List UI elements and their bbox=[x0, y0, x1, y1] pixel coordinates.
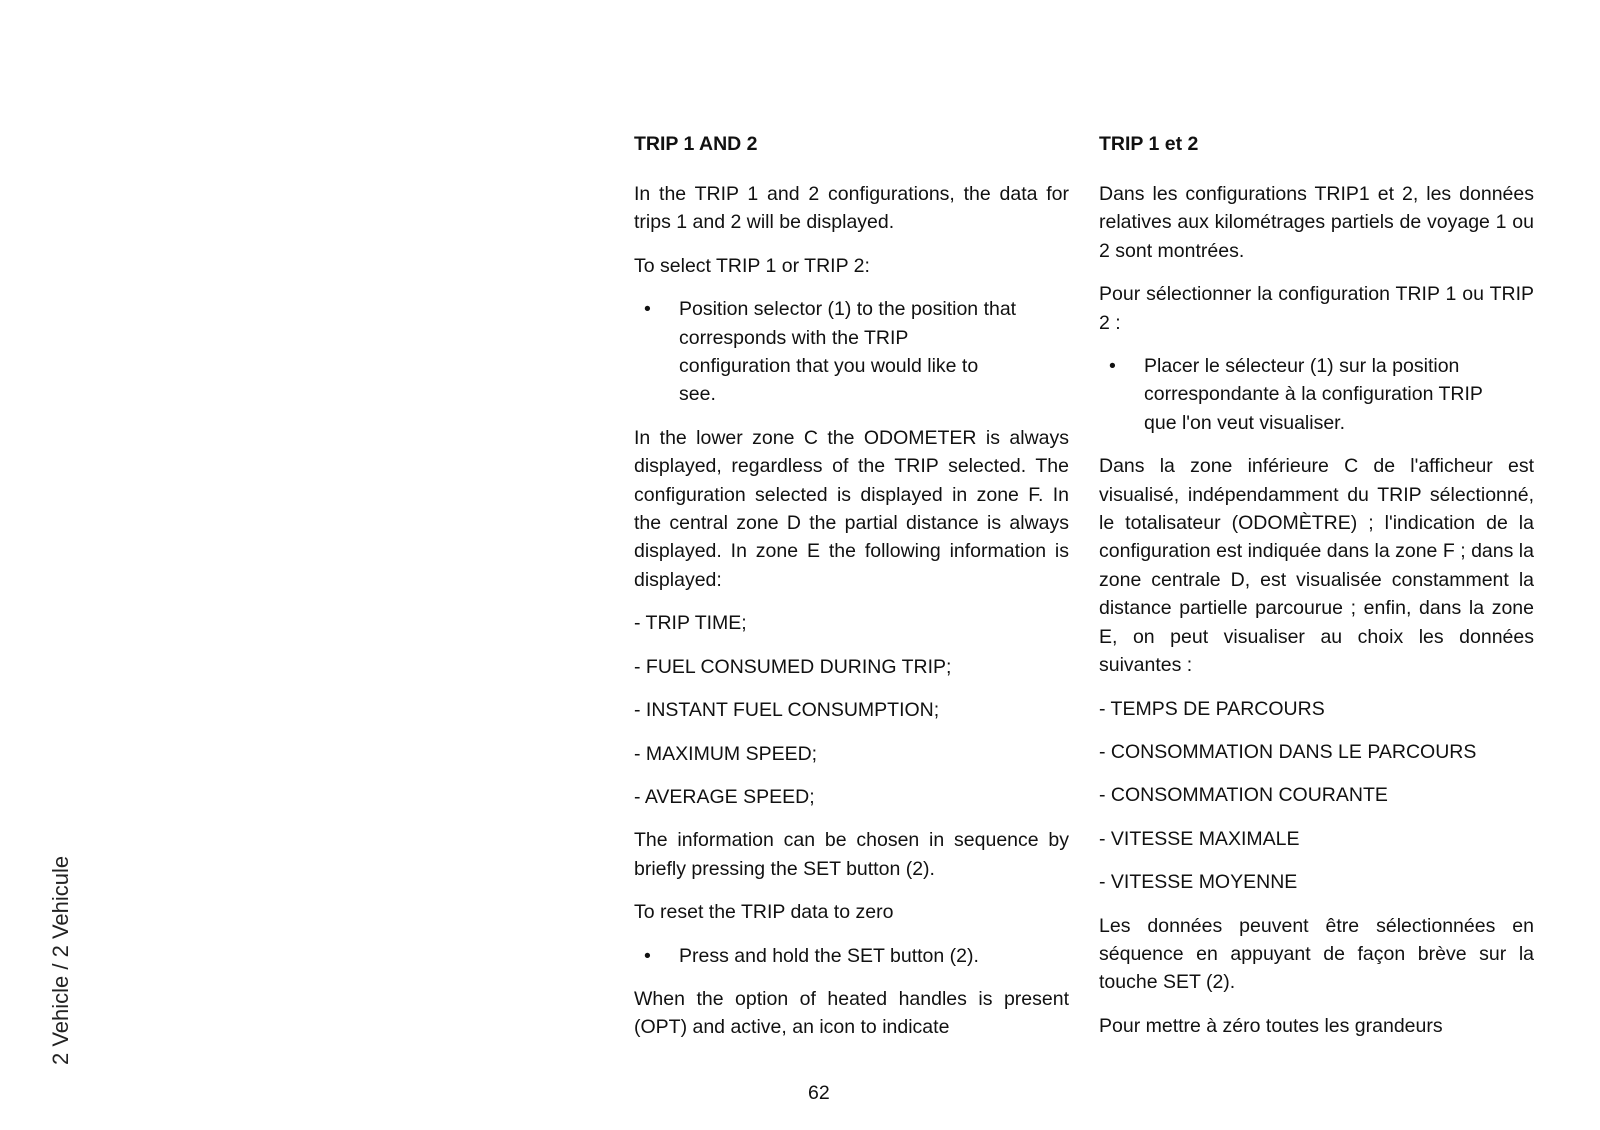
list-item-consommation-courante: - CONSOMMATION COURANTE bbox=[1099, 784, 1388, 807]
section-heading-en: TRIP 1 AND 2 bbox=[634, 133, 758, 155]
list-item-temps-parcours: - TEMPS DE PARCOURS bbox=[1099, 697, 1325, 720]
list-item-vitesse-maximale: - VITESSE MAXIMALE bbox=[1099, 827, 1300, 850]
bullet-icon: • bbox=[1109, 355, 1116, 378]
paragraph-select-en: To select TRIP 1 or TRIP 2: bbox=[634, 254, 870, 277]
paragraph-zones-fr: Dans la zone inférieure C de l'afficheur est visualisé, indépendamment du TRIP sélectionné, le totalisateur (ODOMÈTRE) ; l'indication de la configuration est indiquée dans la zone F ; dans la zone centrale D, est visualisée constamment la distance partielle parcourue ; enfin, dans la zone E, on peut visualiser au choix les données suivantes : bbox=[1099, 455, 1534, 677]
bullet-text: Position selector (1) to the position that corresponds with the TRIP configuration that you would like to see. bbox=[679, 298, 1017, 406]
bullet-text: Press and hold the SET button (2). bbox=[679, 944, 979, 967]
bullet-icon: • bbox=[644, 298, 651, 321]
list-item-consommation-parcours: - CONSOMMATION DANS LE PARCOURS bbox=[1099, 740, 1477, 763]
paragraph-select-fr: Pour sélectionner la configuration TRIP 1 ou TRIP 2 : bbox=[1099, 283, 1534, 334]
section-heading-fr: TRIP 1 et 2 bbox=[1099, 133, 1199, 155]
list-item-fuel-consumed: - FUEL CONSUMED DURING TRIP; bbox=[634, 655, 952, 678]
paragraph-reset-fr: Pour mettre à zéro toutes les grandeurs bbox=[1099, 1014, 1443, 1037]
bullet-item-selector-fr bbox=[1099, 352, 1534, 437]
bullet-item-reset-en bbox=[634, 942, 1069, 970]
page-number: 62 bbox=[808, 1082, 830, 1104]
paragraph-zones-en: In the lower zone C the ODOMETER is always displayed, regardless of the TRIP selected. The configuration selected is displayed in zone F. In the central zone D the partial distance is always displayed. In zone E the following information is displayed: bbox=[634, 426, 1069, 591]
french-column bbox=[1099, 130, 1534, 1055]
bullet-icon: • bbox=[644, 944, 651, 967]
bullet-item-selector-en bbox=[634, 295, 1069, 409]
list-item-max-speed: - MAXIMUM SPEED; bbox=[634, 742, 818, 765]
paragraph-reset-en: To reset the TRIP data to zero bbox=[634, 901, 894, 924]
list-item-trip-time: - TRIP TIME; bbox=[634, 612, 747, 635]
chapter-side-label: 2 Vehicle / 2 Vehicule bbox=[48, 855, 73, 1065]
list-item-average-speed: - AVERAGE SPEED; bbox=[634, 785, 815, 808]
bullet-text: Placer le sélecteur (1) sur la position correspondante à la configuration TRIP que l'on veut visualiser. bbox=[1144, 355, 1483, 434]
paragraph-heated-handles-en: When the option of heated handles is present (OPT) and active, an icon to indicate bbox=[634, 987, 1069, 1039]
list-item-instant-fuel: - INSTANT FUEL CONSUMPTION; bbox=[634, 699, 940, 722]
list-item-vitesse-moyenne: - VITESSE MOYENNE bbox=[1099, 871, 1298, 894]
paragraph-intro-fr: Dans les configurations TRIP1 et 2, les données relatives aux kilométrages partiels de voyage 1 ou 2 sont montrées. bbox=[1099, 183, 1534, 262]
paragraph-sequence-en: The information can be chosen in sequence by briefly pressing the SET button (2). bbox=[634, 829, 1069, 880]
english-column bbox=[634, 130, 1069, 1057]
paragraph-sequence-fr: Les données peuvent être sélectionnées en séquence en appuyant de façon brève sur la touche SET (2). bbox=[1099, 914, 1534, 994]
paragraph-intro-en: In the TRIP 1 and 2 configurations, the data for trips 1 and 2 will be displayed. bbox=[634, 183, 1069, 234]
